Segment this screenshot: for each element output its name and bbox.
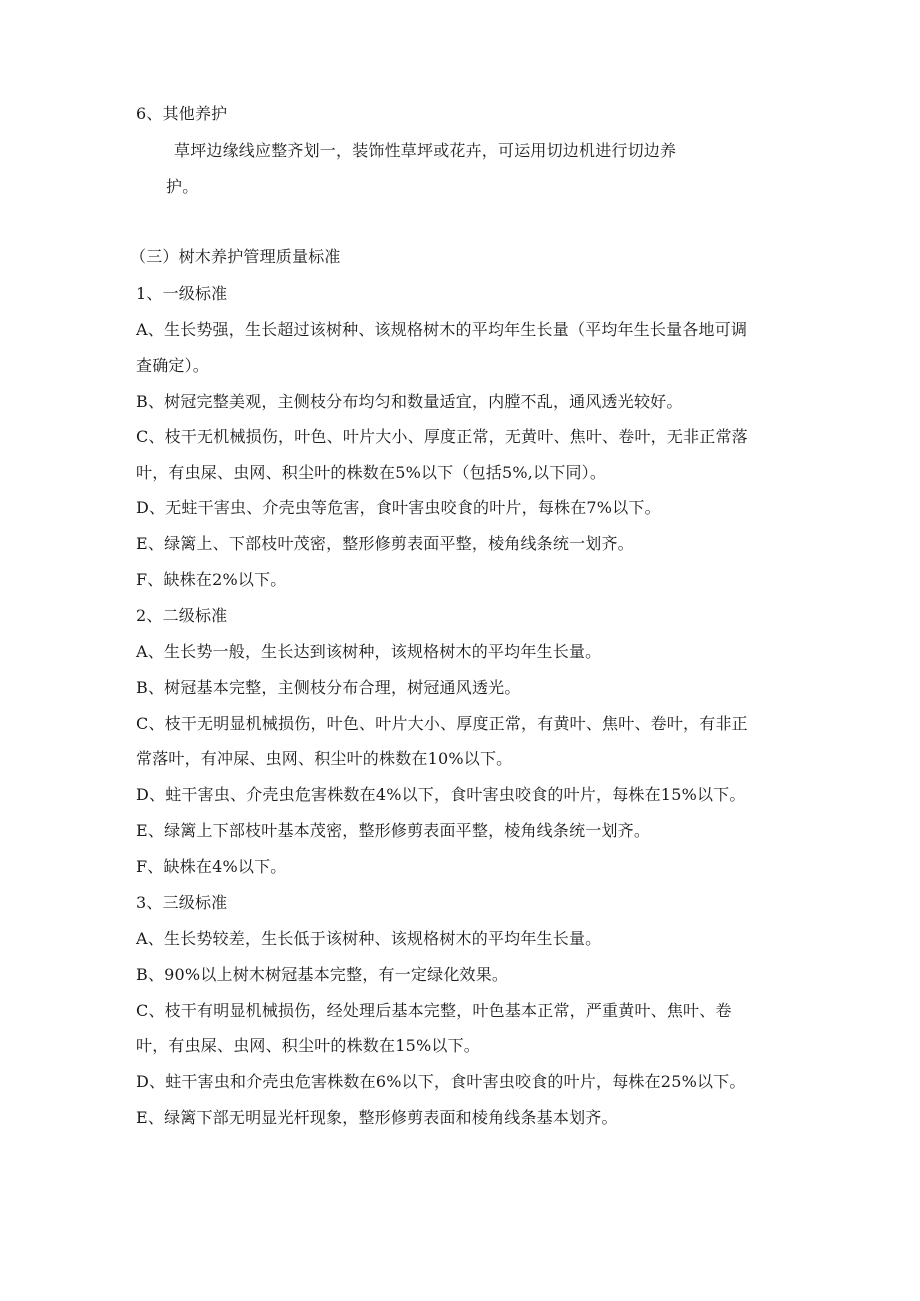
grade2-e: E、绿篱上下部枝叶基本茂密，整形修剪表面平整，棱角线条统一划齐。 [136,821,651,840]
grade1-a-line1: A、生长势强，生长超过该树种、该规格树木的平均年生长量（平均年生长量各地可调 [136,320,748,339]
grade3-c-line2: 叶，有虫屎、虫网、积尘叶的株数在15%以下。 [136,1036,480,1055]
grade2-c-line1: C、枝干无明显机械损伤，叶色、叶片大小、厚度正常，有黄叶、焦叶、卷叶，有非正 [136,714,748,733]
grade3-b: B、90%以上树木树冠基本完整，有一定绿化效果。 [136,965,509,984]
grade1-b: B、树冠完整美观，主侧枝分布均匀和数量适宜，内膛不乱，通风透光较好。 [136,392,683,411]
grade2-b: B、树冠基本完整，主侧枝分布合理，树冠通风透光。 [136,678,521,697]
section3-heading: （三）树木养护管理质量标准 [130,247,341,266]
grade3-heading: 3、三级标准 [136,893,228,912]
grade1-c-line1: C、枝干无机械损伤，叶色、叶片大小、厚度正常，无黄叶、焦叶、卷叶，无非正常落 [136,427,748,446]
grade2-f: F、缺株在4%以下。 [136,857,287,876]
grade3-a: A、生长势较差，生长低于该树种、该规格树木的平均年生长量。 [136,929,602,948]
grade1-heading: 1、一级标准 [136,284,228,303]
grade1-e: E、绿篱上、下部枝叶茂密，整形修剪表面平整，棱角线条统一划齐。 [136,534,634,553]
section6-paragraph-line2: 护。 [166,177,199,196]
grade2-heading: 2、二级标准 [136,606,228,625]
grade2-d: D、蛀干害虫、介壳虫危害株数在4%以下，食叶害虫咬食的叶片，每株在15%以下。 [136,785,746,804]
section6-heading: 6、其他养护 [136,104,228,123]
grade1-a-line2: 查确定）。 [136,356,210,375]
grade3-d: D、蛀干害虫和介壳虫危害株数在6%以下，食叶害虫咬食的叶片，每株在25%以下。 [136,1072,746,1091]
grade3-c-line1: C、枝干有明显机械损伤，经处理后基本完整，叶色基本正常，严重黄叶、焦叶、卷 [136,1001,732,1020]
section6-paragraph-line1: 草坪边缘线应整齐划一，装饰性草坪或花卉，可运用切边机进行切边养 [174,141,677,160]
grade1-c-line2: 叶，有虫屎、虫网、积尘叶的株数在5%以下（包括5%,以下同）。 [136,463,607,482]
grade1-d: D、无蛀干害虫、介壳虫等危害，食叶害虫咬食的叶片，每株在7%以下。 [136,498,661,517]
grade1-f: F、缺株在2%以下。 [136,570,287,589]
grade2-a: A、生长势一般，生长达到该树种，该规格树木的平均年生长量。 [136,642,602,661]
grade2-c-line2: 常落叶，有冲屎、虫网、积尘叶的株数在10%以下。 [136,749,513,768]
grade3-e: E、绿篱下部无明显光杆现象，整形修剪表面和棱角线条基本划齐。 [136,1108,618,1127]
